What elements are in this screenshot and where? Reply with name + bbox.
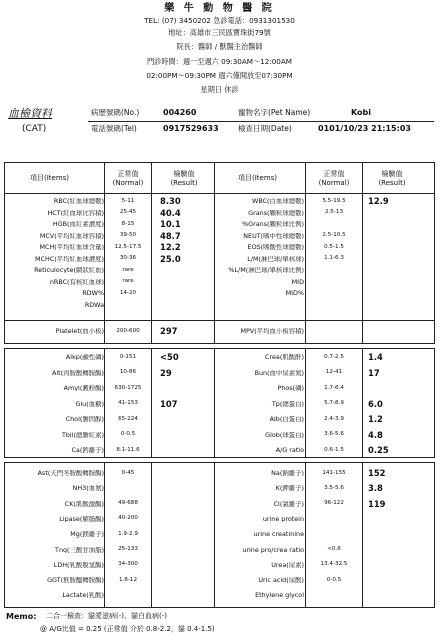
row-normal: 0-45 bbox=[121, 469, 135, 476]
row-label: Amyl(澱粉酶) bbox=[63, 385, 104, 392]
row-label: Na(鈉離子) bbox=[271, 470, 304, 477]
row-result: 4.8 bbox=[368, 429, 383, 440]
record-value: 004260 bbox=[163, 108, 197, 117]
clinic-doctor: 院長：醫師 / 獸醫主治醫師 bbox=[176, 42, 263, 51]
memo-line-2: @ A/G比值 = 0.25 (正常值 介於 0.8-2.2，貓 0.4-1.5) bbox=[40, 625, 215, 633]
row-normal: 0.7-2.5 bbox=[324, 353, 344, 360]
row-normal: 0-0.5 bbox=[326, 576, 342, 583]
row-normal: 34-300 bbox=[118, 561, 138, 568]
row-label: Reticulocyte(網狀紅血) bbox=[34, 267, 104, 274]
record-label: 病歷號碼(No.) bbox=[91, 108, 140, 117]
row-label: Ethylene glycol bbox=[255, 592, 304, 599]
row-label: Lipase(解脂酶) bbox=[59, 515, 104, 523]
header-item-right: 項目(Items) bbox=[238, 174, 278, 182]
row-label: MID% bbox=[285, 290, 304, 297]
row-result: 25.0 bbox=[160, 253, 181, 264]
row-normal: 1.9-2.9 bbox=[118, 530, 138, 537]
row-label: Crea(肌酸酐) bbox=[265, 354, 304, 361]
row-label: urine pro/crea ratio bbox=[242, 546, 304, 553]
row-label: Tng(三酸甘油脂) bbox=[55, 546, 104, 553]
row-normal: 630-1725 bbox=[114, 384, 142, 391]
row-result: 48.7 bbox=[160, 230, 181, 241]
row-normal: 141-155 bbox=[322, 469, 346, 476]
row-normal: 39-50 bbox=[119, 232, 137, 238]
row-label: MCV(平均紅血球容積) bbox=[39, 232, 104, 239]
row-normal: 0.5-1.5 bbox=[324, 243, 344, 250]
row-label: Alkp(鹼性磷) bbox=[65, 354, 104, 361]
row-label: RDWa bbox=[84, 301, 104, 308]
row-normal: 2.4-3.9 bbox=[324, 415, 344, 422]
row-normal: rare bbox=[122, 266, 134, 273]
row-label: HCT(紅血球比容積) bbox=[47, 209, 104, 216]
row-label: Alt(丙胺酸轉胺酶) bbox=[52, 369, 104, 376]
row-label: urine creatinine bbox=[253, 531, 304, 538]
row-normal: 25-133 bbox=[118, 546, 138, 552]
date-label: 檢查日期(Date) bbox=[238, 124, 292, 133]
phone-value: 0917529633 bbox=[163, 124, 219, 133]
row-normal: 41-153 bbox=[118, 400, 138, 406]
row-label: Chol(膽固醇) bbox=[65, 416, 104, 423]
clinic-name: 樂 牛 動 物 醫 院 bbox=[164, 3, 275, 14]
pet-name-label: 寵物名字(Pet Name) bbox=[238, 108, 311, 117]
phone-label: 電話號碼(Tel) bbox=[91, 124, 137, 133]
row-label: nRBC(有核紅血球) bbox=[49, 278, 104, 285]
row-normal: rare bbox=[122, 278, 134, 284]
row-label: Glu(血糖) bbox=[75, 400, 104, 407]
info-divider bbox=[88, 121, 434, 122]
row-label: NEUT(嗜中性球總數) bbox=[243, 232, 304, 239]
row-label: RBC(紅血球總數) bbox=[53, 198, 104, 205]
row-label: Glob(球蛋白) bbox=[265, 431, 304, 438]
header-normal-right: 正常值 (Normal) bbox=[318, 170, 350, 188]
row-label: %Grans(顆粒球比例) bbox=[242, 221, 304, 228]
memo-line-1: 二合一檢查：貓愛滋病(-)、貓白血病(-) bbox=[46, 612, 167, 620]
row-result: 297 bbox=[160, 326, 178, 336]
species: (CAT) bbox=[22, 124, 47, 134]
cbc-table bbox=[4, 162, 435, 344]
row-label: MID bbox=[291, 278, 304, 285]
section-title: 血檢資料 bbox=[8, 107, 52, 120]
row-normal: 14-20 bbox=[119, 289, 137, 296]
row-normal: 8-15 bbox=[121, 220, 135, 227]
row-normal: 25-45 bbox=[119, 209, 137, 215]
row-label: Ca(鈣離子) bbox=[71, 447, 104, 454]
row-result: 107 bbox=[160, 398, 178, 409]
header-result-right: 檢驗值 (Result) bbox=[378, 170, 406, 188]
row-normal: 49-688 bbox=[118, 500, 138, 507]
clinic-tel: TEL: (07) 3450202 急診電話：0931301530 bbox=[144, 16, 295, 25]
row-result: 119 bbox=[368, 498, 386, 509]
row-normal: 2.5-10.5 bbox=[322, 232, 346, 238]
row-result: <50 bbox=[160, 352, 179, 362]
header-item-left: 項目(Items) bbox=[30, 174, 70, 182]
pet-name-value: Kobi bbox=[351, 108, 372, 117]
row-label: Mg(鎂離子) bbox=[70, 531, 104, 538]
row-normal: 1.1-6.3 bbox=[324, 255, 344, 261]
row-normal: 0-0.5 bbox=[120, 431, 136, 437]
row-normal: 12.5-17.5 bbox=[114, 243, 142, 250]
row-label: Bun(血中尿素氮) bbox=[254, 369, 304, 376]
row-normal: 13.4-32.5 bbox=[320, 561, 348, 568]
row-result: 29 bbox=[160, 367, 172, 378]
row-label: NH3(血氨) bbox=[72, 485, 104, 492]
date-value: 0101/10/23 21:15:03 bbox=[318, 124, 411, 133]
row-label: GGT(麩胺醯轉胺酶) bbox=[47, 577, 104, 584]
row-label: Phos(磷) bbox=[277, 385, 304, 392]
row-normal: 2.5-13 bbox=[324, 209, 344, 215]
row-normal: 10-86 bbox=[119, 369, 137, 375]
row-normal: 5-11 bbox=[121, 197, 135, 204]
row-result: 10.1 bbox=[160, 219, 181, 229]
row-label: Cl(氯離子) bbox=[273, 500, 304, 507]
row-result: 6.0 bbox=[368, 398, 383, 409]
row-result: 0.25 bbox=[368, 445, 389, 455]
row-label: MCH(平均紅血球含量) bbox=[39, 244, 104, 251]
clinic-closed: 星期日 休診 bbox=[200, 85, 239, 94]
row-label: %L/M(淋巴球/單核球比例) bbox=[228, 267, 304, 274]
row-label: HGB(血紅素濃度) bbox=[52, 221, 104, 228]
row-result: 17 bbox=[368, 367, 380, 378]
clinic-address: 地址：高雄市三民區寶珠街79號 bbox=[168, 28, 271, 37]
row-result: 12.9 bbox=[368, 196, 389, 206]
row-normal: 5.7-8.9 bbox=[324, 400, 344, 406]
row-label: CK(肌酸激酶) bbox=[64, 500, 104, 507]
header-result-left: 檢驗值 (Result) bbox=[170, 170, 198, 188]
row-label: EOS(嗜酸性球總數) bbox=[247, 244, 304, 251]
memo-label: Memo: bbox=[6, 612, 37, 621]
row-label: Alb(白蛋白) bbox=[269, 416, 304, 423]
row-normal: 0-151 bbox=[119, 353, 137, 360]
row-normal: 0.6-1.5 bbox=[324, 446, 344, 453]
row-label: Lactate(乳酸) bbox=[62, 592, 104, 599]
row-label: Tp(總蛋白) bbox=[271, 400, 304, 407]
clinic-hours-2: 02:00PM～09:30PM 週六僅開放至07:30PM bbox=[146, 71, 293, 80]
row-label: Ast(天門冬胺酸轉胺酶) bbox=[37, 470, 104, 477]
row-label: MCHC(平均紅血球濃度) bbox=[35, 255, 104, 262]
row-normal: 3.6-5.6 bbox=[324, 431, 344, 437]
row-label: LDH(乳酸脫氫酶) bbox=[53, 561, 104, 569]
row-label: L/M(淋巴球/單核球) bbox=[247, 255, 304, 262]
row-label: MPV(平均血小板容積) bbox=[240, 328, 304, 335]
row-normal: 3.5-5.6 bbox=[324, 484, 344, 491]
row-label: Grans(顆粒球總數) bbox=[248, 209, 304, 216]
row-label: Platelet(血小板) bbox=[55, 328, 104, 335]
row-normal: 65-224 bbox=[118, 415, 138, 422]
row-label: K(鉀離子) bbox=[275, 485, 304, 492]
row-result: 152 bbox=[368, 468, 386, 478]
row-result: 3.8 bbox=[368, 483, 383, 494]
row-normal: 8.1-11.6 bbox=[116, 446, 140, 453]
row-result: 8.30 bbox=[160, 196, 181, 206]
row-result: 1.4 bbox=[368, 352, 383, 362]
clinic-hours-1: 門診時間：週一至週六 09:30AM～12:00AM bbox=[146, 57, 292, 66]
row-normal: 5.5-19.5 bbox=[322, 197, 346, 204]
row-label: Tbil(總膽紅素) bbox=[61, 431, 104, 438]
row-normal: 40-200 bbox=[118, 515, 138, 522]
row-normal: 200-600 bbox=[116, 327, 140, 334]
row-result: 12.2 bbox=[160, 242, 181, 252]
row-label: Urea(尿素) bbox=[271, 561, 304, 569]
row-normal: 12-41 bbox=[325, 369, 343, 375]
row-label: Uric acid(尿酸) bbox=[258, 577, 304, 584]
row-result: 1.2 bbox=[368, 414, 383, 424]
row-normal: 1.8-12 bbox=[118, 576, 138, 583]
row-label: A/G ratio bbox=[275, 447, 304, 454]
row-normal: <0.6 bbox=[327, 546, 341, 552]
row-normal: 96-122 bbox=[324, 500, 344, 507]
row-label: RDW% bbox=[82, 290, 104, 297]
header-normal-left: 正常值 (Normal) bbox=[112, 170, 144, 188]
row-label: urine protein bbox=[262, 515, 304, 523]
row-label: WBC(白血球總數) bbox=[252, 198, 304, 205]
row-result: 40.4 bbox=[160, 207, 181, 218]
row-normal: 30-36 bbox=[119, 255, 137, 261]
row-normal: 1.7-6.4 bbox=[324, 384, 344, 391]
